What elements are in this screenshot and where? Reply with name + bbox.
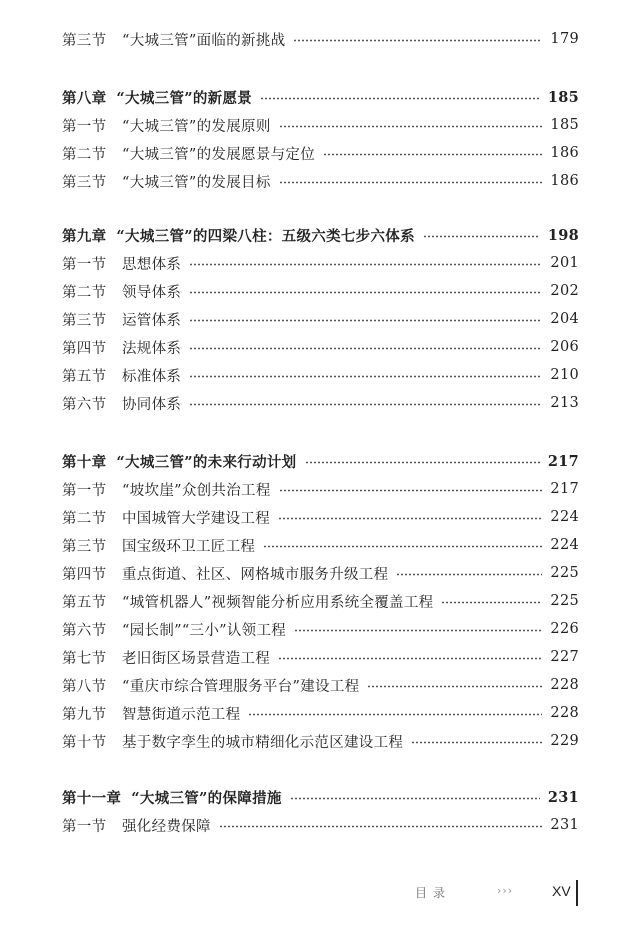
section-title: “大城三管”的发展愿景与定位 [122,146,316,163]
toc-chapter-row[interactable] [62,86,579,108]
chapter-title: “大城三管”的未来行动计划 [116,453,297,471]
toc-chapter-row[interactable] [62,786,579,808]
toc-section-row[interactable] [62,730,579,752]
toc-page-number: 202 [550,283,579,299]
dot-leader [189,291,542,294]
toc-page-number: 224 [550,537,579,553]
section-number: 第三节 [62,174,107,191]
section-title: 运管体系 [122,312,182,329]
section-title: 重点街道、社区、网格城市服务升级工程 [122,566,389,583]
toc-section-row[interactable] [62,702,579,724]
chapter-number: 第九章 [62,227,107,245]
toc-page-number: 186 [550,145,579,161]
section-number: 第四节 [62,340,107,357]
section-number: 第六节 [62,396,107,413]
footer-section-label: 目录 [415,886,452,900]
toc-section-row[interactable] [62,674,579,696]
dot-leader [189,319,542,322]
toc-page-number: 217 [550,481,579,497]
section-title: 中国城管大学建设工程 [122,510,270,527]
dot-leader [305,461,540,464]
dot-leader [441,601,542,604]
section-title: 领导体系 [122,284,182,301]
toc-page-number: 206 [550,339,579,355]
dot-leader [189,347,542,350]
toc-page-number: 213 [550,395,579,411]
section-title: “坡坎崖”众创共治工程 [122,482,271,499]
footer-arrows-icon: ››› [497,884,514,897]
toc-page-number: 225 [550,593,579,609]
section-title: “大城三管”的发展目标 [122,174,271,191]
toc-section-row[interactable] [62,114,579,136]
toc-section-row[interactable] [62,392,579,414]
section-number: 第五节 [62,594,107,611]
dot-leader [279,125,543,128]
section-number: 第一节 [62,482,107,499]
section-number: 第五节 [62,368,107,385]
toc-section-row[interactable] [62,618,579,640]
section-number: 第六节 [62,622,107,639]
dot-leader [411,741,542,744]
section-number: 第二节 [62,510,107,527]
toc-section-row[interactable] [62,590,579,612]
toc-page-number: 231 [550,817,579,833]
dot-leader [323,153,542,156]
dot-leader [189,263,542,266]
section-number: 第一节 [62,118,107,135]
dot-leader [279,181,543,184]
chapter-title: “大城三管”的新愿景 [116,89,253,107]
section-number: 第三节 [62,538,107,555]
toc-section-row[interactable] [62,534,579,556]
toc-page-number: 228 [550,705,579,721]
chapter-number: 第十一章 [62,789,122,807]
toc-section-row[interactable] [62,336,579,358]
toc-page-number: 226 [550,621,579,637]
toc-section-row[interactable] [62,646,579,668]
toc-section-row[interactable] [62,364,579,386]
footer-divider [576,880,578,906]
dot-leader [189,375,542,378]
toc-page-number: 204 [550,311,579,327]
dot-leader [290,797,540,800]
dot-leader [367,685,542,688]
toc-section-row[interactable] [62,478,579,500]
toc-section-row[interactable] [62,28,579,50]
dot-leader [279,489,543,492]
section-number: 第九节 [62,706,107,723]
section-title: 基于数字孪生的城市精细化示范区建设工程 [122,734,404,751]
toc-page-number: 225 [550,565,579,581]
toc-section-row[interactable] [62,252,579,274]
dot-leader [189,403,542,406]
chapter-number: 第十章 [62,453,107,471]
section-title: 强化经费保障 [122,818,211,835]
toc-page-number: 185 [550,117,579,133]
toc-page-number: 186 [550,173,579,189]
toc-chapter-row[interactable] [62,224,579,246]
section-number: 第二节 [62,146,107,163]
section-number: 第七节 [62,650,107,667]
section-title: “园长制”“三小”认领工程 [122,622,287,639]
section-number: 第八节 [62,678,107,695]
section-number: 第三节 [62,32,107,49]
section-title: “大城三管”面临的新挑战 [122,32,286,49]
section-title: 标准体系 [122,368,182,385]
dot-leader [423,235,540,238]
dot-leader [219,825,543,828]
section-title: “重庆市综合管理服务平台”建设工程 [122,678,360,695]
toc-page-number: 231 [547,788,579,806]
section-number: 第一节 [62,818,107,835]
toc-section-row[interactable] [62,814,579,836]
chapter-number: 第八章 [62,89,107,107]
toc-section-row[interactable] [62,142,579,164]
dot-leader [248,713,542,716]
section-title: 协同体系 [122,396,182,413]
chapter-title: “大城三管”的保障措施 [131,789,282,807]
toc-section-row[interactable] [62,562,579,584]
toc-page-number: 201 [550,255,579,271]
section-title: 思想体系 [122,256,182,273]
section-title: 法规体系 [122,340,182,357]
section-title: 国宝级环卫工匠工程 [122,538,256,555]
section-number: 第二节 [62,284,107,301]
dot-leader [263,545,542,548]
dot-leader [293,39,542,42]
section-number: 第十节 [62,734,107,751]
toc-page-number: 198 [547,226,579,244]
toc-page-number: 179 [550,31,579,47]
toc-page-number: 210 [550,367,579,383]
section-title: 老旧街区场景营造工程 [122,650,270,667]
page-number: XV [552,883,571,899]
chapter-title: “大城三管”的四梁八柱：五级六类七步六体系 [116,227,415,245]
section-title: “大城三管”的发展原则 [122,118,271,135]
toc-section-row[interactable] [62,280,579,302]
toc-page-number: 228 [550,677,579,693]
dot-leader [278,657,542,660]
dot-leader [294,629,542,632]
toc-chapter-row[interactable] [62,450,579,472]
toc-section-row[interactable] [62,308,579,330]
dot-leader [396,573,542,576]
toc-page-number: 227 [550,649,579,665]
page-footer [0,880,635,910]
toc-section-row[interactable] [62,170,579,192]
toc-page-number: 224 [550,509,579,525]
dot-leader [278,517,542,520]
dot-leader [260,97,540,100]
toc-page-number: 229 [550,733,579,749]
section-number: 第一节 [62,256,107,273]
toc-page-number: 185 [547,88,579,106]
toc-page-number: 217 [547,452,579,470]
section-number: 第三节 [62,312,107,329]
section-number: 第四节 [62,566,107,583]
section-title: 智慧街道示范工程 [122,706,241,723]
toc-section-row[interactable] [62,506,579,528]
section-title: “城管机器人”视频智能分析应用系统全覆盖工程 [122,594,434,611]
